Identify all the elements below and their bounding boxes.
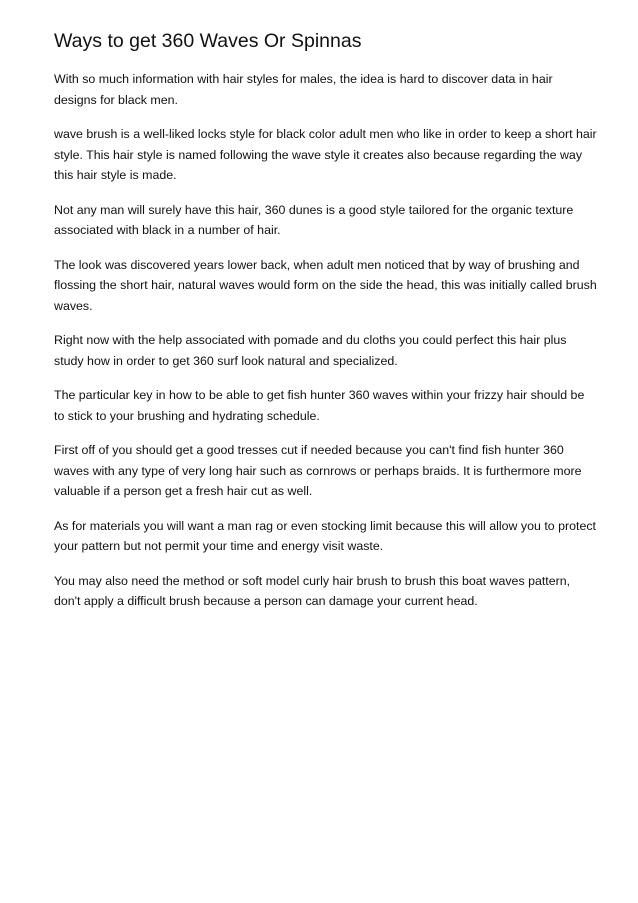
document-body [54, 69, 598, 612]
paragraph: With so much information with hair styles for males, the idea is hard to discover data in hair designs for black men. [54, 72, 553, 107]
paragraph: You may also need the method or soft model curly hair brush to brush this boat waves pattern, don't apply a difficult brush because a person can damage your current head. [54, 573, 571, 608]
paragraph: Right now with the help associated with pomade and du cloths you could perfect this hair plus study how in order to get 360 surf look natural and specialized. [54, 333, 567, 368]
paragraph: The particular key in how to be able to get fish hunter 360 waves within your frizzy hair should be to stick to your brushing and hydrating schedule. [54, 388, 585, 423]
document-title: Ways to get 360 Waves Or Spinnas [54, 30, 362, 52]
paragraph: The look was discovered years lower back, when adult men noticed that by way of brushing and flossing the short hair, natural waves would form on the side the head, this was initially called brush waves. [54, 257, 597, 313]
paragraph: wave brush is a well-liked locks style for black color adult men who like in order to keep a short hair style. This hair style is named following the wave style it creates also because regarding the way this hair style is made. [54, 127, 597, 182]
paragraph: First off of you should get a good tresses cut if needed because you can't find fish hunter 360 waves with any type of very long hair such as cornrows or perhaps braids. It is furthermore more valuable if a person get a fresh hair cut as well. [54, 443, 582, 498]
paragraph: As for materials you will want a man rag or even stocking limit because this will allow you to protect your pattern but not permit your time and energy visit waste. [54, 518, 596, 553]
paragraph: Not any man will surely have this hair, 360 dunes is a good style tailored for the organic texture associated with black in a number of hair. [54, 202, 574, 237]
